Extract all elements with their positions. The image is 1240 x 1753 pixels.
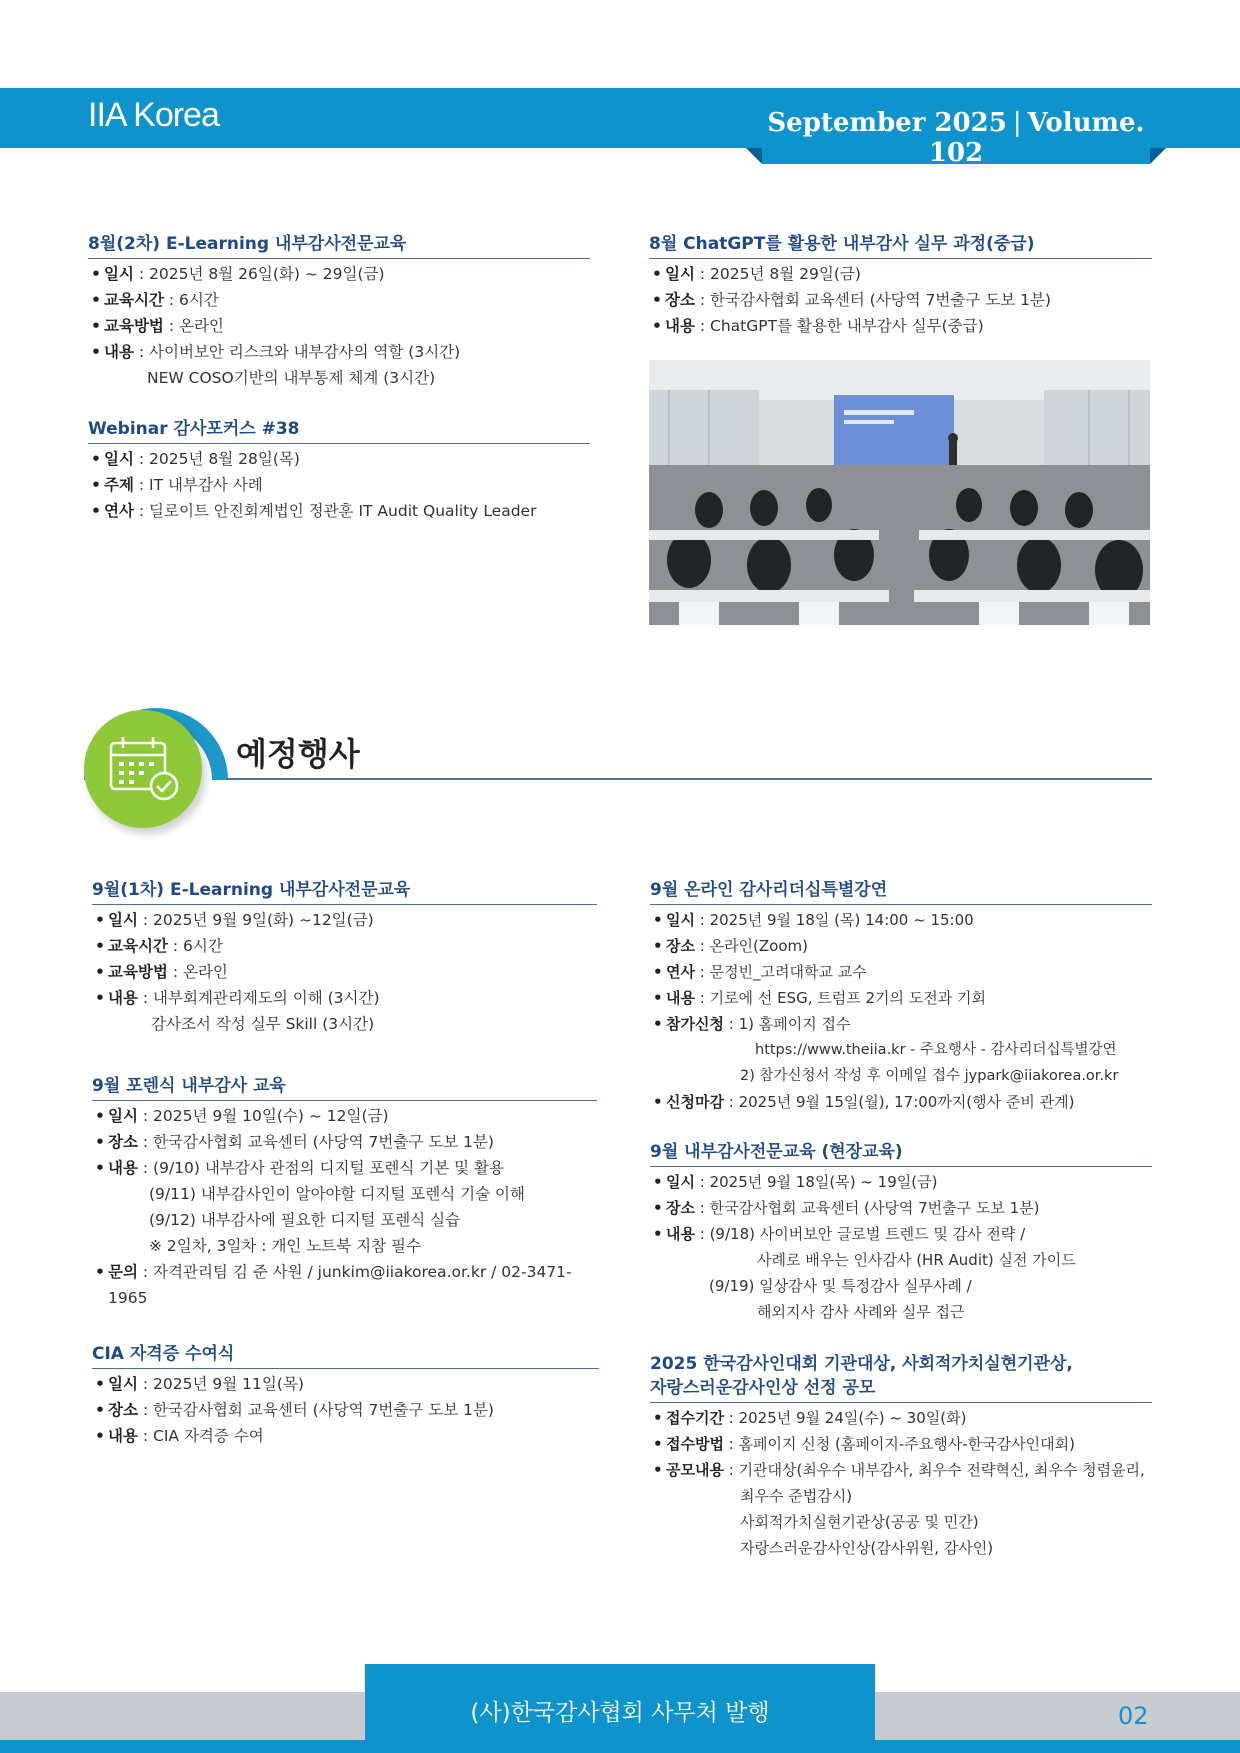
event-detail-continuation: 최우수 준법감시) <box>740 1487 853 1505</box>
event-block-leadership-lecture <box>650 878 1152 1115</box>
issue-tab-fold-right <box>1150 148 1166 164</box>
section-title: 예정행사 <box>236 735 360 773</box>
issue-tab-fold-left <box>746 148 762 164</box>
classroom-photo <box>649 360 1150 625</box>
event-detail: • 일시 : 2025년 8월 26일(화) ~ 29일(금) <box>88 261 590 287</box>
event-title: CIA 자격증 수여식 <box>92 1342 599 1369</box>
event-block-august-elearning <box>88 232 590 391</box>
brand-logo-text: IIA Korea <box>88 96 219 134</box>
issue-volume: Volume. 102 <box>928 108 1145 168</box>
event-detail-continuation: NEW COSO기반의 내부통제 체계 (3시간) <box>147 369 436 387</box>
event-block-award-contest <box>650 1352 1152 1561</box>
event-detail: • 일시 : 2025년 9월 9일(화) ~12일(금) <box>92 907 597 933</box>
event-title: 9월(1차) E-Learning 내부감사전문교육 <box>92 878 597 905</box>
event-detail: • 일시 : 2025년 8월 28일(목) <box>88 446 590 472</box>
event-detail: • 주제 : IT 내부감사 사례 <box>88 472 590 498</box>
event-title: 8월(2차) E-Learning 내부감사전문교육 <box>88 232 590 259</box>
event-detail-continuation: 자랑스러운감사인상(감사위원, 감사인) <box>740 1539 994 1557</box>
event-title: 8월 ChatGPT를 활용한 내부감사 실무 과정(중급) <box>649 232 1152 259</box>
issue-label <box>762 108 1150 168</box>
event-title: 9월 내부감사전문교육 (현장교육) <box>650 1140 1152 1167</box>
event-detail: • 접수기간 : 2025년 9월 24일(수) ~ 30일(화) <box>650 1405 1152 1431</box>
event-detail: • 내용 : (9/18) 사이버보안 글로벌 트렌드 및 감사 전략 / <box>650 1221 1152 1247</box>
footer-publisher: (사)한국감사협회 사무처 발행 <box>470 1700 770 1726</box>
event-detail: • 교육시간 : 6시간 <box>88 287 590 313</box>
event-detail: • 내용 : CIA 자격증 수여 <box>92 1423 599 1449</box>
event-detail-continuation: 해외지사 감사 사례와 실무 접근 <box>757 1303 965 1321</box>
event-detail-continuation: 2) 참가신청서 작성 후 이메일 접수 jypark@iiakorea.or.kr <box>740 1068 1119 1084</box>
event-detail: • 교육방법 : 온라인 <box>92 959 597 985</box>
issue-divider: | <box>1012 108 1022 138</box>
event-detail: • 장소 : 한국감사협회 교육센터 (사당역 7번출구 도보 1분) <box>92 1397 599 1423</box>
event-block-september-elearning <box>92 878 597 1037</box>
event-title <box>650 1352 1152 1403</box>
event-detail: • 장소 : 한국감사협회 교육센터 (사당역 7번출구 도보 1분) <box>649 287 1152 313</box>
page-number: 02 <box>1118 1702 1149 1730</box>
event-block-webinar <box>88 417 590 524</box>
event-detail: • 일시 : 2025년 8월 29일(금) <box>649 261 1152 287</box>
event-detail: • 내용 : 기로에 선 ESG, 트럼프 2기의 도전과 기회 <box>650 985 1152 1011</box>
event-detail: • 장소 : 한국감사협회 교육센터 (사당역 7번출구 도보 1분) <box>92 1129 597 1155</box>
event-detail: • 내용 : ChatGPT를 활용한 내부감사 실무(중급) <box>649 313 1152 339</box>
event-detail: • 일시 : 2025년 9월 10일(수) ~ 12일(금) <box>92 1103 597 1129</box>
event-detail: • 일시 : 2025년 9월 18일(목) ~ 19일(금) <box>650 1169 1152 1195</box>
event-detail: • 문의 : 자격관리팀 김 준 사원 / junkim@iiakorea.or.kr / 02-3471-1965 <box>92 1259 597 1311</box>
event-detail: • 장소 : 한국감사협회 교육센터 (사당역 7번출구 도보 1분) <box>650 1195 1152 1221</box>
event-detail: • 공모내용 : 기관대상(최우수 내부감사, 최우수 전략혁신, 최우수 청렴윤리, <box>650 1457 1152 1483</box>
event-detail: • 교육시간 : 6시간 <box>92 933 597 959</box>
event-title-line: 2025 한국감사인대회 기관대상, 사회적가치실현기관상, <box>650 1354 1073 1374</box>
event-detail-continuation: https://www.theiia.kr - 주요행사 - 감사리더십특별강연 <box>755 1042 1117 1058</box>
event-detail: • 연사 : 문정빈_고려대학교 교수 <box>650 959 1152 985</box>
event-title: 9월 포렌식 내부감사 교육 <box>92 1074 597 1101</box>
event-detail: • 내용 : 사이버보안 리스크와 내부감사의 역할 (3시간) <box>88 339 590 365</box>
event-block-chatgpt <box>649 232 1152 339</box>
calendar-check-icon <box>84 710 202 828</box>
event-detail: • 내용 : (9/10) 내부감사 관점의 디지털 포렌식 기본 및 활용 <box>92 1155 597 1181</box>
event-detail-continuation: ※ 2일차, 3일차 : 개인 노트북 지참 필수 <box>149 1237 421 1255</box>
event-detail-continuation: (9/12) 내부감사에 필요한 디지털 포렌식 실습 <box>149 1211 461 1229</box>
event-detail-continuation: (9/11) 내부감사인이 알아야할 디지털 포렌식 기술 이해 <box>149 1185 525 1203</box>
event-block-onsite-training <box>650 1140 1152 1325</box>
issue-month: September 2025 <box>767 108 1007 138</box>
event-title: 9월 온라인 감사리더십특별강연 <box>650 878 1152 905</box>
event-detail: • 내용 : 내부회계관리제도의 이해 (3시간) <box>92 985 597 1011</box>
event-detail: • 장소 : 온라인(Zoom) <box>650 933 1152 959</box>
section-divider <box>226 778 1152 780</box>
event-detail: • 일시 : 2025년 9월 18일 (목) 14:00 ~ 15:00 <box>650 907 1152 933</box>
event-detail-continuation: 감사조서 작성 실무 Skill (3시간) <box>151 1015 375 1033</box>
event-detail: • 접수방법 : 홈페이지 신청 (홈페이지-주요행사-한국감사인대회) <box>650 1431 1152 1457</box>
event-title: Webinar 감사포커스 #38 <box>88 417 590 444</box>
event-detail: • 교육방법 : 온라인 <box>88 313 590 339</box>
event-title-line: 자랑스러운감사인상 선정 공모 <box>650 1378 876 1398</box>
event-detail: • 일시 : 2025년 9월 11일(목) <box>92 1371 599 1397</box>
event-detail: • 참가신청 : 1) 홈페이지 접수 <box>650 1011 1152 1037</box>
event-detail-continuation: 사례로 배우는 인사감사 (HR Audit) 실전 가이드 <box>757 1251 1076 1269</box>
event-detail: • 신청마감 : 2025년 9월 15일(월), 17:00까지(행사 준비 관계) <box>650 1089 1152 1115</box>
event-detail-continuation: 사회적가치실현기관상(공공 및 민간) <box>740 1513 979 1531</box>
classroom-illustration <box>649 360 1150 625</box>
event-block-forensic <box>92 1074 597 1311</box>
event-block-cia <box>92 1342 599 1449</box>
event-detail: • 연사 : 딜로이트 안진회계법인 정관훈 IT Audit Quality Leader <box>88 498 590 524</box>
event-detail-continuation: (9/19) 일상감사 및 특정감사 실무사례 / <box>709 1277 972 1295</box>
